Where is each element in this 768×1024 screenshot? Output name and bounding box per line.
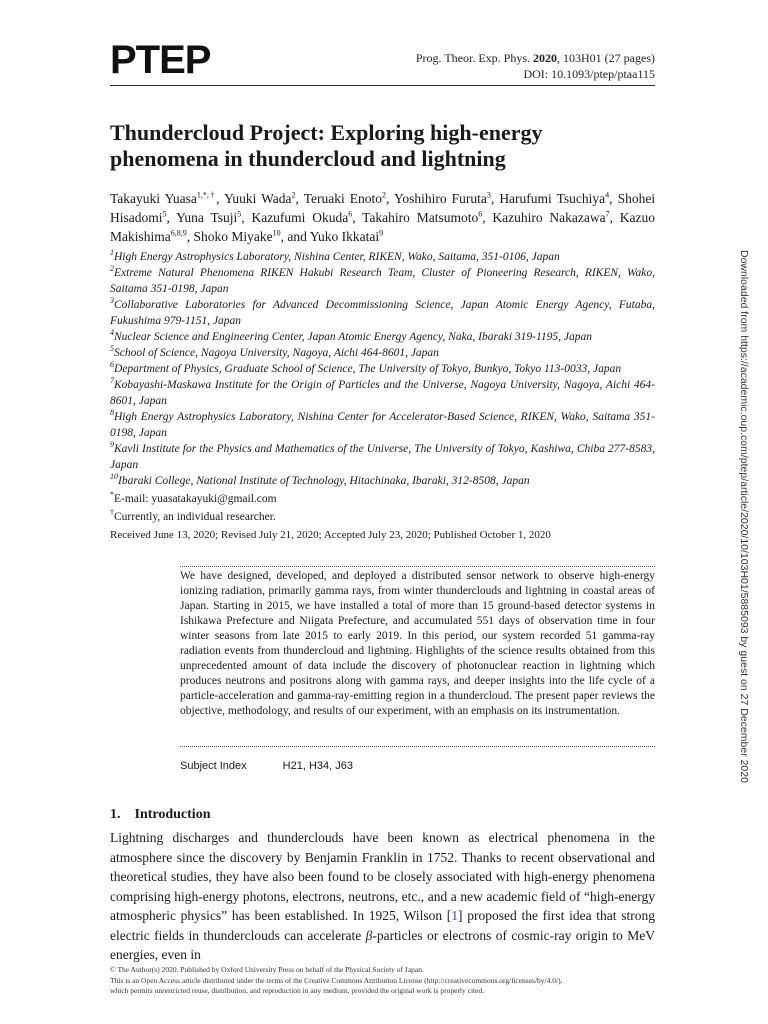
author-separator: , [609,191,618,206]
author-name: Kazufumi Okuda [251,210,349,225]
affiliation-number: 5 [110,344,114,354]
article-id: 103H01 [563,51,602,65]
page-count: (27 pages) [604,51,655,65]
affiliation-text: High Energy Astrophysics Laboratory, Nishina Center for Accelerator-Based Science, RIKEN, Wako, Saitama 351-0198, Japan [110,411,655,439]
affiliation-text: Ibaraki College, National Institute of Technology, Hitachinaka, Ibaraki, 312-8508, Japan [118,475,530,487]
author-separator: , and [280,229,310,244]
author-separator: , [295,191,304,206]
affiliation-item [110,265,655,297]
subject-index-label: Subject Index [180,760,247,772]
affiliation-item [110,249,655,265]
author-name: Kazuo Makishima [110,210,656,244]
affiliation-text: Department of Physics, Graduate School of Science, The University of Tokyo, Bunkyo, Tokyo 113-0033, Japan [114,363,622,375]
affiliation-text: Extreme Natural Phenomena RIKEN Hakubi Research Team, Cluster of Pioneering Research, RIKEN, Wako, Saitama 351-0198, Japan [110,267,655,295]
author-affiliation-marker: 6 [348,209,353,219]
author-name: Yuuki Wada [224,191,292,206]
affiliation-item [110,409,655,441]
received-dates: Received June 13, 2020; Revised July 21, 2020; Accepted July 23, 2020; Published October 1, 2020 [110,529,551,541]
affiliation-text: Kobayashi-Maskawa Institute for the Origin of Particles and the Universe, Nagoya University, Nagoya, Aichi 464-8601, Japan [110,379,655,407]
journal-abbrev: Prog. Theor. Exp. Phys. [415,51,530,65]
paper-title: Thundercloud Project: Exploring high-energy phenomena in thundercloud and lightning [110,120,543,171]
subject-index [180,759,353,773]
affiliation-number: 1 [110,248,114,258]
abstract: We have designed, developed, and deployed a distributed sensor network to observe high-energy ionizing radiation, primarily gamma rays, from winter thunderclouds and lightning in coastal areas of Japan. Starting in 2015, we have installed a total of more than 15 ground-based detector systems in Ishikawa Prefecture and Niigata Prefecture, and accumulated 551 days of observation time in four winter seasons from late 2015 to early 2019. In this period, our system recorded 51 gamma-ray radiation events from thundercloud and lightning. Highlights of the science results obtained from this unprecedented amount of data include the discovery of photonuclear reaction in lightning which produces neutrons and positrons along with gamma rays, and deeper insights into the life cycle of a particle-acceleration and gamma-ray-emitting region in a thundercloud. The present paper reviews the objective, methodology, and results of our experiment, with an emphasis on its instrumentation. [180,570,655,717]
author-separator: , [216,191,225,206]
author-affiliation-marker: 5 [162,209,167,219]
body-text-3: -particles or electrons of cosmic-ray origin to MeV energies, even in [110,927,655,962]
journal-citation [416,50,655,82]
affiliation-item [110,377,655,409]
copyright-footer [110,965,655,997]
header-rule [110,85,655,86]
affiliations [110,249,655,525]
author-name: Kazuhiro Nakazawa [492,210,606,225]
doi[interactable]: DOI: 10.1093/ptep/ptaa115 [523,67,655,81]
email-note [110,491,655,507]
beta-symbol: β [365,927,373,943]
author-name: Takayuki Yuasa [110,191,197,206]
affiliation-text: Nuclear Science and Engineering Center, Japan Atomic Energy Agency, Naka, Ibaraki 319-1195, Japan [114,331,592,343]
author-affiliation-marker: 7 [605,209,610,219]
affiliation-item [110,329,655,345]
download-watermark: Downloaded from https://academic.oup.com/ptep/article/2020/10/103H01/5885093 by guest on 27 December 2020 [738,250,750,783]
author-list [110,189,655,246]
journal-year: 2020 [533,51,557,65]
current-text: Currently, an individual researcher. [114,511,276,523]
abstract-top-rule [180,566,655,567]
author-name: Yoshihiro Furuta [393,191,487,206]
footer-line-3: which permits unrestricted reuse, distribution, and reproduction in any medium, provided the original work is properly cited. [110,986,485,995]
author-affiliation-marker: 3 [486,190,491,200]
abstract-bottom-rule [180,746,655,747]
body-text-1: Lightning discharges and thunderclouds have been known as electrical phenomena in the atmosphere since the discovery by Benjamin Franklin in 1752. Thanks to recent observational and theoretical studies, they have also been found to be closely associated with high-energy phenomena comprising high-energy photons, electrons, neutrons, etc., and a new academic field of “high-energy atmospheric physics” has been established. In 1925, Wilson [ [110,830,655,923]
email-mark: * [110,490,114,500]
affiliation-text: High Energy Astrophysics Laboratory, Nishina Center, RIKEN, Wako, Saitama, 351-0106, Japan [114,251,560,263]
affiliation-item [110,473,655,489]
author-name: Shohei Hisadomi [110,191,656,225]
author-affiliation-marker: 2 [291,190,296,200]
affiliation-text: Kavli Institute for the Physics and Mathematics of the Universe, The University of Tokyo, Kashiwa, Chiba 277-8583, Japan [110,443,655,471]
author-name: Harufumi Tsuchiya [499,191,606,206]
author-affiliation-marker: 1,*,† [196,190,217,200]
affiliation-item [110,345,655,361]
affiliation-number: 4 [110,328,114,338]
affiliation-number: 10 [110,472,118,482]
author-name: Shoko Miyake [193,229,273,244]
author-name: Yuko Ikkatai [309,229,380,244]
intro-paragraph [110,828,655,965]
citation-link[interactable]: 1 [451,908,459,923]
affiliation-number: 2 [110,264,114,274]
author-separator: , [482,210,493,225]
author-name: Takahiro Matsumoto [362,210,479,225]
current-note [110,509,655,525]
current-mark: † [110,508,114,518]
section-title: Introduction [134,807,211,822]
author-name: Teruaki Enoto [303,191,383,206]
email[interactable]: E-mail: yuasatakayuki@gmail.com [114,493,277,505]
footer-line-1: © The Author(s) 2020. Published by Oxford University Press on behalf of the Physical Society of Japan. [110,965,424,974]
author-affiliation-marker: 5 [237,209,242,219]
journal-citation-line: Prog. Theor. Exp. Phys. 2020, 103H01 (27 pages) [415,51,655,65]
author-name: Yuna Tsuji [176,210,238,225]
author-separator: , [186,229,194,244]
author-separator: , [352,210,363,225]
affiliation-text: Collaborative Laboratories for Advanced Decommissioning Science, Japan Atomic Energy Agency, Futaba, Fukushima 979-1151, Japan [110,299,655,327]
affiliation-item [110,297,655,329]
affiliation-number: 3 [110,296,114,306]
author-affiliation-marker: 2 [382,190,387,200]
author-affiliation-marker: 9 [379,228,384,238]
subject-index-codes: H21, H34, J63 [282,760,353,772]
footer-line-2: This is an Open Access article distributed under the terms of the Creative Commons Attribution License (http://creativecommons.org/licenses/by/4.0/), [110,975,563,985]
journal-logo: PTEP [110,38,211,82]
author-separator: , [490,191,500,206]
author-separator: , [241,210,252,225]
affiliation-number: 7 [110,376,114,386]
affiliation-item [110,441,655,473]
affiliation-number: 8 [110,408,114,418]
author-separator: , [166,210,177,225]
affiliation-number: 9 [110,440,114,450]
affiliation-number: 6 [110,360,114,370]
affiliation-text: School of Science, Nagoya University, Nagoya, Aichi 464-8601, Japan [114,347,439,359]
affiliation-item [110,361,655,377]
author-affiliation-marker: 10 [272,228,281,238]
author-separator: , [386,191,394,206]
author-affiliation-marker: 4 [605,190,610,200]
affiliation-list [110,249,655,489]
section-number: 1. [110,807,121,822]
body-text-2: ] proposed the first idea that strong electric fields in thunderclouds can accelerate [110,908,655,943]
author-affiliation-marker: 6,8,9 [170,228,187,238]
section-heading [110,806,210,824]
author-affiliation-marker: 6 [478,209,483,219]
author-separator: , [609,210,620,225]
